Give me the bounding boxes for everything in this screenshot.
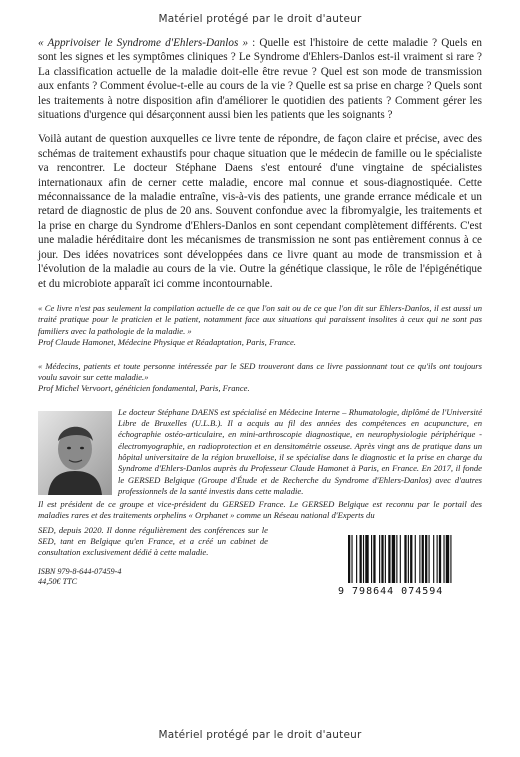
barcode-bar — [392, 535, 395, 583]
back-cover-text — [38, 36, 483, 597]
barcode-bar — [385, 535, 386, 583]
barcode-bars — [338, 535, 482, 585]
barcode-bar — [365, 535, 368, 583]
barcode-bar — [381, 535, 383, 583]
author-bio-end: SED, depuis 2020. Il donne régulièrement des conférences sur le SED, tant en Belgique qu'en France, et a créé un cabinet de consultation exclusivement dédié à cette maladie. — [38, 524, 268, 558]
barcode-bar — [404, 535, 406, 583]
barcode-bar — [422, 535, 424, 583]
barcode-bar — [379, 535, 380, 583]
price: 44,50€ TTC — [38, 577, 78, 587]
barcode-bar — [419, 535, 420, 583]
quote-attribution: Prof Claude Hamonet, Médecine Physique et Réadaptation, Paris, France. — [38, 337, 296, 348]
barcode-bar — [450, 535, 451, 583]
barcode-bar — [356, 535, 357, 583]
barcode-bar — [373, 535, 375, 583]
intro-paragraph — [38, 36, 482, 122]
isbn: ISBN 979-8-644-07459-4 — [38, 566, 122, 576]
isbn-price — [38, 567, 121, 588]
copyright-notice-top: Matériel protégé par le droit d'auteur — [158, 13, 362, 25]
barcode-bar — [363, 535, 364, 583]
barcode-bar — [351, 535, 352, 583]
barcode-bar — [348, 535, 350, 583]
description-paragraph: Voilà autant de question auxquelles ce livre tente de répondre, de façon claire et précise, avec des schémas de traitement exhaustifs pour chaque situation que le médecin de famille ou le spécialiste va rencontrer. Le docteur Stéphane Daens s'est entouré d'une vingtaine de spécialistes internationaux afin de cerner cette maladie, encore mal connue et sous-diagnostiquée. Cette méconnaissance de la maladie entraîne, vis-à-vis des patients, une grande errance médicale et un retard de diagnostic de plus de 20 ans. Souvent confondue avec la fibromyalgie, les traitements et la prise en charge du Syndrome d'Ehlers-Danlos en sont cependant complètement différents. C'est une maladie héréditaire dont les mécanismes de transmission ne sont pas entièrement connus à ce jour. Des idées novatrices sont développées dans ce livre quant au mode de transmission et à l'évolution de la maladie au cours de la vie. Outre la génétique classique, le rôle de l'épigénétique et du microbiote apparaît ici comme incontournable. — [38, 133, 482, 290]
barcode-bar — [437, 535, 438, 583]
quote-hamonet — [38, 303, 482, 349]
barcode-bar — [396, 535, 397, 583]
barcode-bar — [425, 535, 427, 583]
barcode-bar — [360, 535, 362, 583]
copyright-notice-bottom: Matériel protégé par le droit d'auteur — [158, 729, 362, 741]
barcode-bar — [371, 535, 372, 583]
barcode-bar — [446, 535, 449, 583]
author-bio-continued: Il est président de ce groupe et vice-président du GERSED France. Le GERSED Belgique est reconnu par le portail des maladies rares et des traitements orphelins « Orphanet » comme un Réseau national d'Experts du — [38, 498, 482, 521]
barcode-bar — [400, 535, 401, 583]
quote-text: « Médecins, patients et toute personne intéressée par le SED trouveront dans ce livre passionnant tout ce qu'ils ont toujours voulu savoir sur cette maladie.» — [38, 360, 482, 382]
barcode-bar — [429, 535, 430, 583]
quote-vervoort — [38, 361, 482, 395]
barcode-bar — [439, 535, 441, 583]
intro-text: : Quelle est l'histoire de cette maladie ? Quels en sont les signes et les symptômes cliniques ? Le Syndrome d'Ehlers-Danlos est-il vraiment si rare ? La classification actuelle de la maladie doit-elle être revue ? Quel est son mode de transmission aux enfants ? Comment évolue-t-elle au cours de la vie ? Quelle est sa prise en charge ? Quels sont les traitements à notre disposition afin d'améliorer le quotidien des patients ? Comment gérer les situations d'urgence qui désarçonnent aussi bien les patients que les soignants ? — [38, 37, 483, 122]
barcode-bar — [410, 535, 412, 583]
barcode-bar — [433, 535, 434, 583]
author-section — [38, 406, 482, 597]
barcode-bar — [388, 535, 390, 583]
barcode-bar — [415, 535, 416, 583]
quote-text: « Ce livre n'est pas seulement la compilation actuelle de ce que l'on sait ou de ce que l'on dit sur Ehlers-Danlos, il est aussi un traité pratique pour le praticien et le patient, notamment face aux situations qui paraissent insolites à ceux qui ne sont pas familiers avec la pathologie de la maladie. » — [38, 302, 482, 336]
barcode-bar — [408, 535, 409, 583]
author-bio: Le docteur Stéphane DAENS est spécialisé en Médecine Interne – Rhumatologie, diplômé de l'Université Libre de Bruxelles (U.L.B.). Il a acquis au fil des années des compétences en acupuncture, en échographie ostéo-articulaire, en mini-arthroscopie diagnostique, en neurophysiologie périphérique - électromyographie, en radioprotection et en densitométrie osseuse. Après vingt ans de pratique dans un hôpital universitaire de la région bruxelloise, il se spécialise dans le diagnostic et la prise en charge du Syndrome d'Ehlers-Danlos auprès du Professeur Claude Hamonet à Paris, en France. En 2017, il fonde le GERSED Belgique (Groupe d'Étude et de Recherche du Syndrome d'Ehlers-Danlos) avec d'autres professionnels de la santé investis dans cette maladie. — [118, 406, 482, 496]
quote-attribution: Prof Michel Vervoort, généticien fondamental, Paris, France. — [38, 383, 250, 394]
author-portrait-image — [38, 411, 112, 495]
book-title: « Apprivoiser le Syndrome d'Ehlers-Danlos » — [38, 37, 249, 49]
barcode-bar — [443, 535, 444, 583]
barcode-number: 9 798644 074594 — [338, 585, 444, 597]
author-photo — [38, 411, 112, 495]
